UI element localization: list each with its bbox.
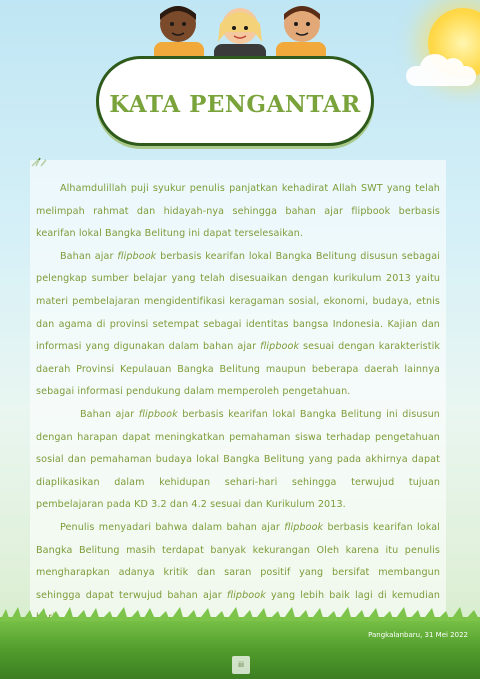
grass-blades bbox=[0, 607, 480, 621]
paragraph-3 bbox=[36, 404, 440, 517]
paragraph-text: berbasis kearifan lokal Bangka Belitung ini disusun dengan harapan dapat meningkatkan pemahaman siswa terhadap pengetahuan sosial dan pemahaman budaya lokal Bangka Belitung yang pada akhirnya dapat diaplikasikan dalam kehidupan sehari-hari sehingga terwujud tujuan pembelajaran pada KD 3.2 dan 4.2 sesuai dan Kurikulum 2013. bbox=[36, 408, 440, 511]
page-number: iii bbox=[232, 656, 250, 674]
paragraph-text: yang lebih baik lagi di kemudian bbox=[271, 589, 440, 601]
cloud-icon bbox=[406, 66, 476, 86]
paragraph-text: berbasis kearifan lokal Bangka Belitung disusun sebagai pelengkap sumber belajar yang telah disesuaikan dengan kurikulum 2013 yaitu materi pembelajaran mengidentifikasi keragaman sosial, ekonomi, budaya, etnis dan agama di provinsi setempat sebagai identitas bangsa Indonesia. Kajian dan informasi yang digunakan dalam bahan ajar bbox=[36, 250, 440, 353]
paragraph-text: Alhamdulillah puji syukur penulis panjatkan kehadirat Allah SWT yang telah melimpah rahmat dan hidayah-nya sehingga bahan ajar flipbook berbasis kearifan lokal Bangka Belitung ini dapat terselesaikan. bbox=[36, 183, 440, 240]
page-title: KATA PENGANTAR bbox=[109, 90, 361, 118]
italic-term: flipbook bbox=[284, 521, 324, 533]
italic-term: flipbook bbox=[117, 250, 157, 262]
italic-term: flipbook bbox=[138, 408, 178, 420]
paragraph-text: sesuai dengan karakteristik daerah Provinsi Kepulauan Bangka Belitung maupun beberapa daerah lainnya sebagai informasi pendukung dalam memperoleh pengetahuan. bbox=[36, 341, 440, 398]
paragraph-2 bbox=[36, 246, 440, 404]
title-banner bbox=[96, 56, 374, 146]
content-card bbox=[30, 160, 446, 618]
kids-illustration bbox=[150, 2, 330, 64]
paragraph-text: Penulis menyadari bahwa dalam bahan ajar bbox=[60, 521, 285, 533]
footer-date: Pangkalanbaru, 31 Mei 2022 bbox=[368, 631, 468, 639]
paragraph-text: Bahan ajar bbox=[60, 250, 118, 262]
paragraph-1 bbox=[36, 178, 440, 246]
paragraph-text: berbasis kearifan lokal Bangka Belitung masih terdapat banyak kekurangan Oleh karena itu penulis mengharapkan adanya kritik dan saran positif yang bersifat membangun sehingga dapat terwujud bahan ajar bbox=[36, 521, 440, 601]
paragraph-text: Bahan ajar bbox=[80, 408, 139, 420]
italic-term: flipbook bbox=[226, 589, 266, 601]
italic-term: flipbook bbox=[260, 341, 300, 353]
